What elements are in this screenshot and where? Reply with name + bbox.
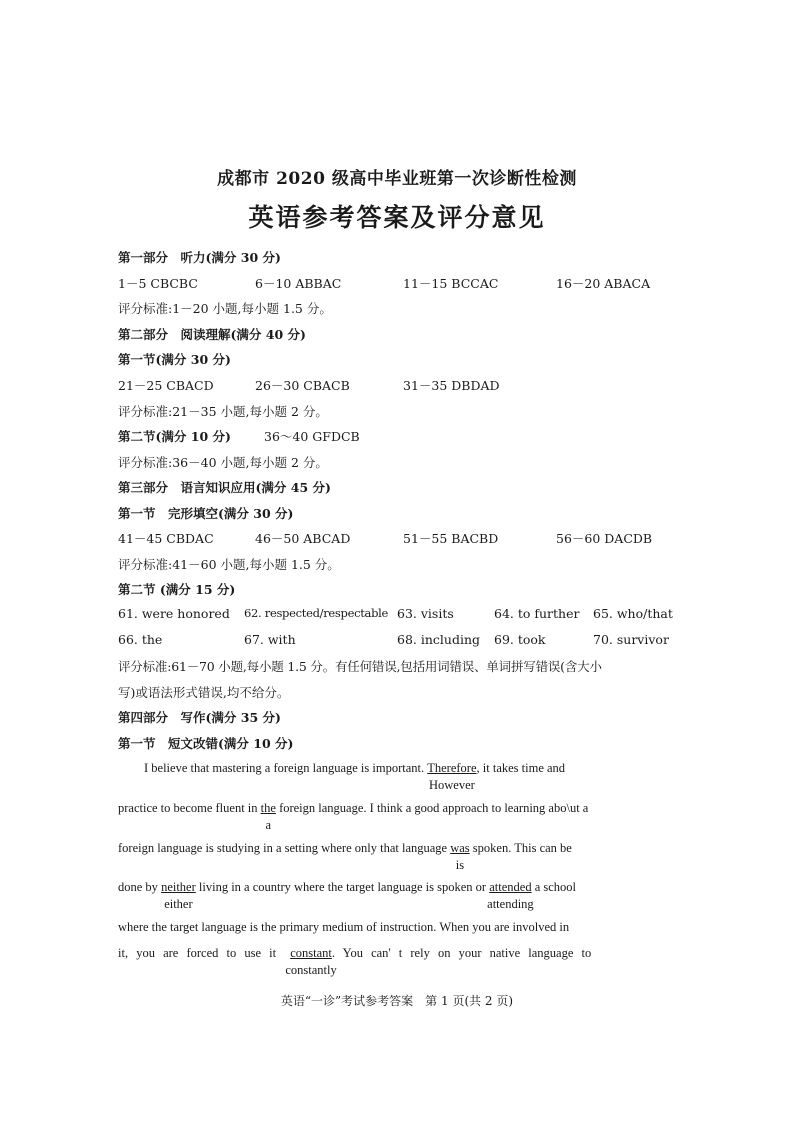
correction-word: attending [487, 897, 534, 911]
insert-mark: \ [566, 801, 570, 815]
section-heading: 第一节(满分 30 分) [118, 352, 231, 367]
answer-group: 56－60 DACDB [556, 531, 653, 546]
error-word: the a [260, 801, 276, 832]
grammar-answer: 67. with [244, 632, 296, 647]
answer-group: 1－5 CBCBC [118, 276, 198, 291]
error-word: attended attending [487, 880, 534, 911]
answer-group: 41－45 CBDAC [118, 531, 214, 546]
section-heading: 第一节 短文改错(满分 10 分) [118, 736, 294, 751]
grammar-answer: 62. respected/respectable [244, 606, 389, 620]
grammar-answer: 61. were honored [118, 606, 230, 621]
scoring-criteria: 评分标准:1－20 小题,每小题 1.5 分。 [118, 301, 332, 316]
scoring-criteria: 评分标准:21－35 小题,每小题 2 分。 [118, 404, 328, 419]
part3-heading: 第三部分 语言知识应用(满分 45 分) [118, 480, 331, 495]
error-word: Therefore However [427, 761, 477, 792]
scoring-criteria: 评分标准:41－60 小题,每小题 1.5 分。 [118, 557, 340, 572]
correction-word: However [428, 778, 475, 792]
grammar-answer: 68. including [397, 632, 481, 647]
essay-line: where the target language is the primary medium of instruction. When you are involved in [118, 920, 570, 934]
grammar-answer: 64. to further [494, 606, 580, 621]
answer-group: 21－25 CBACD [118, 378, 214, 393]
correction-word: either [164, 897, 193, 911]
part1-heading: 第一部分 听力(满分 30 分) [118, 250, 281, 265]
scoring-criteria: 评分标准:36－40 小题,每小题 2 分。 [118, 455, 328, 470]
scoring-criteria: 写)或语法形式错误,均不给分。 [118, 685, 290, 700]
part2-heading: 第二部分 阅读理解(满分 40 分) [118, 327, 306, 342]
essay-line: it, you are forced to use it constant constantly . You can' t rely on your native language to [118, 946, 592, 977]
essay-line: practice to become fluent in the a foreign language. I think a good approach to learning abo\ut a [118, 801, 589, 832]
error-word: constant constantly [285, 946, 337, 977]
correction-word: is [455, 858, 465, 872]
answer-group: 31－35 DBDAD [403, 378, 500, 393]
scoring-criteria: 评分标准:61－70 小题,每小题 1.5 分。有任何错误,包括用词错误、单词拼写错误(含大小 [118, 659, 602, 674]
section-heading: 第二节(满分 10 分) [118, 429, 231, 444]
essay-line: foreign language is studying in a setting where only that language was is spoken. This can be [118, 841, 572, 872]
essay-line: done by neither either living in a country where the target language is spoken or attended attending a school [118, 880, 577, 911]
answer-group: 36～40 GFDCB [264, 429, 360, 444]
answer-group: 51－55 BACBD [403, 531, 499, 546]
section-heading: 第一节 完形填空(满分 30 分) [118, 506, 294, 521]
grammar-answer: 63. visits [397, 606, 454, 621]
error-word: was is [450, 841, 470, 872]
answer-group: 46－50 ABCAD [255, 531, 351, 546]
document-title: 英语参考答案及评分意见 [248, 203, 546, 232]
answer-group: 11－15 BCCAC [403, 276, 499, 291]
error-word: neither either [161, 880, 196, 911]
section-heading: 第二节 (满分 15 分) [118, 582, 236, 597]
exam-title: 成都市 2020 级高中毕业班第一次诊断性检测 [217, 169, 577, 189]
grammar-answer: 66. the [118, 632, 163, 647]
correction-word: a [265, 818, 272, 832]
grammar-answer: 65. who/that [593, 606, 673, 621]
grammar-answer: 69. took [494, 632, 546, 647]
answer-group: 16－20 ABACA [556, 276, 651, 291]
answer-group: 6－10 ABBAC [255, 276, 342, 291]
part4-heading: 第四部分 写作(满分 35 分) [118, 710, 281, 725]
correction-word: constantly [285, 963, 337, 977]
grammar-answer: 70. survivor [593, 632, 669, 647]
page-footer: 英语“一诊”考试参考答案 第 1 页(共 2 页) [280, 994, 514, 1008]
essay-line: I believe that mastering a foreign language is important. Therefore However , it takes time and [144, 761, 566, 792]
answer-group: 26－30 CBACB [255, 378, 350, 393]
